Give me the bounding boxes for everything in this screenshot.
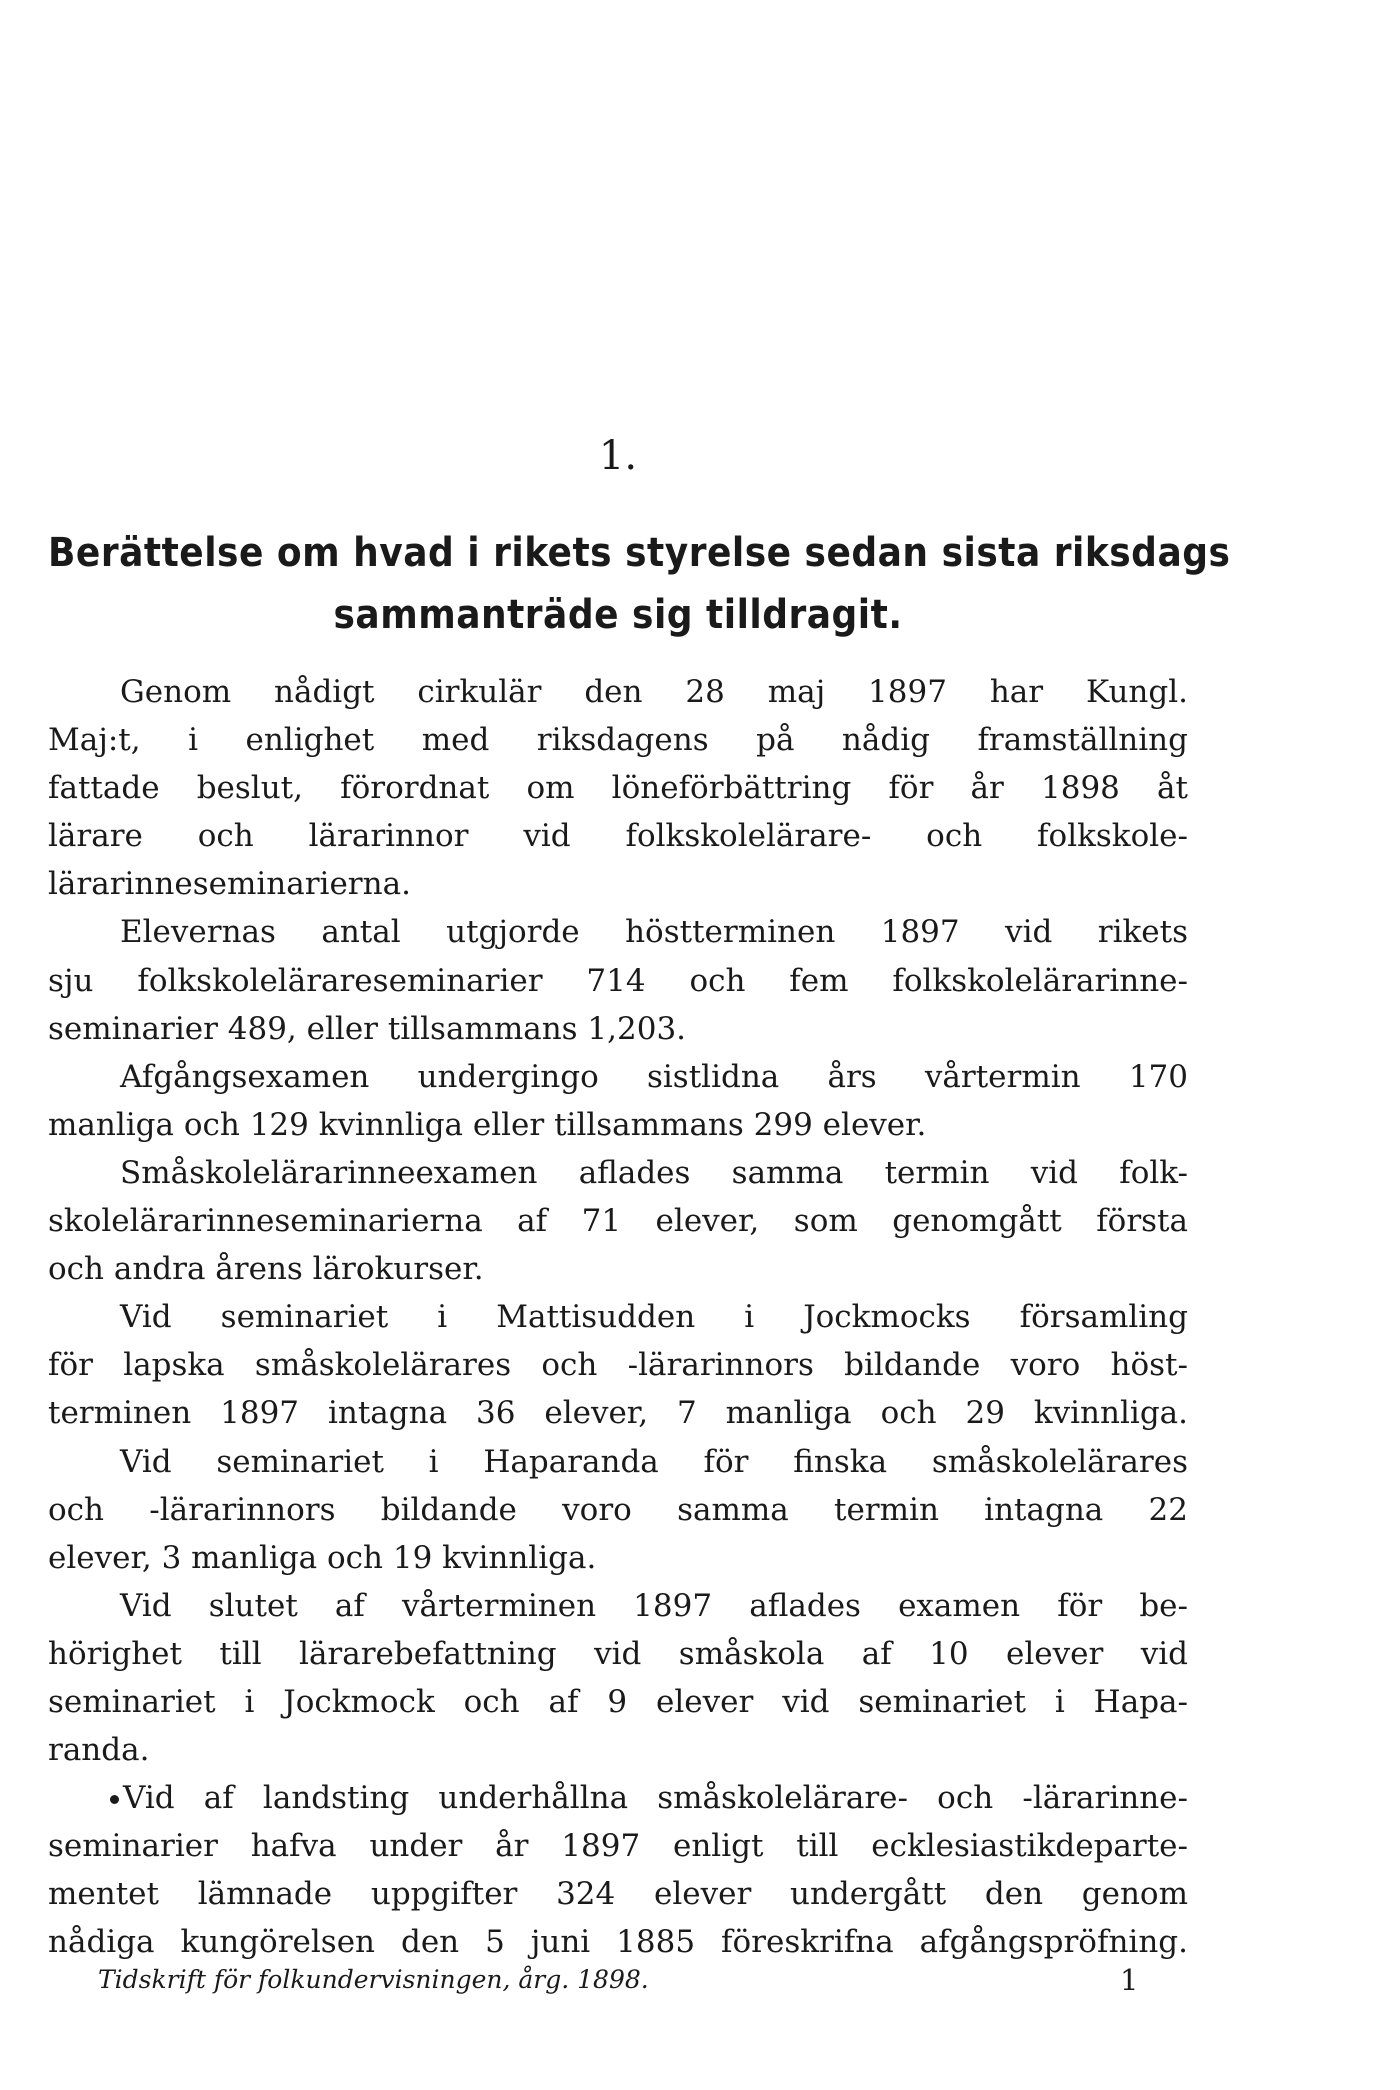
text-line: Genom nådigt cirkulär den 28 maj 1897 har Kungl. [120, 674, 1188, 710]
text-line: nådiga kungörelsen den 5 juni 1885 föreskrifna afgångspröfning. [48, 1924, 1188, 1961]
text-line: Vid af landsting underhållna småskolelärare- och -lärarinne- [123, 1780, 1188, 1817]
text-line: seminarier 489, eller tillsammans 1,203. [48, 1010, 687, 1047]
paragraph-1 [48, 668, 1188, 908]
text-line: Elevernas antal utgjorde höstterminen 1897 vid rikets [120, 914, 1188, 951]
paragraph-8 [48, 1774, 1188, 1966]
text-line: fattade beslut, förordnat om löneförbättring för år 1898 åt [48, 770, 1188, 807]
text-line: skolelärarinneseminarierna af 71 elever, som genomgått första [48, 1203, 1188, 1240]
text-line: och -lärarinnors bildande voro samma termin intagna 22 [48, 1491, 1188, 1528]
text-line: elever, 3 manliga och 19 kvinnliga. [48, 1539, 597, 1576]
page-title [48, 522, 1231, 646]
footer-journal: Tidskrift för folkundervisningen, årg. 1898. [98, 1965, 649, 1994]
text-line: Vid slutet af vårterminen 1897 aflades examen för be- [120, 1587, 1188, 1624]
body-text [48, 668, 1188, 1967]
text-line: lärare och lärarinnor vid folkskolelärare- och folkskole- [48, 818, 1188, 855]
text-line: lärarinneseminarierna. [48, 866, 411, 903]
text-line: randa. [48, 1732, 150, 1769]
text-line: seminarier hafva under år 1897 enligt till ecklesiastikdeparte- [48, 1828, 1188, 1865]
text-line: terminen 1897 intagna 36 elever, 7 manliga och 29 kvinnliga. [48, 1395, 1188, 1432]
text-line: mentet lämnade uppgifter 324 elever undergått den genom [48, 1876, 1188, 1913]
text-line: för lapska småskolelärares och -lärarinnors bildande voro höst- [48, 1347, 1188, 1384]
text-line: och andra årens lärokurser. [48, 1251, 484, 1288]
paragraph-7 [48, 1582, 1188, 1774]
text-line: Vid seminariet i Mattisudden i Jockmocks församling [120, 1299, 1188, 1336]
text-line-with-bullet [48, 1774, 1188, 1822]
text-line: Afgångsexamen undergingo sistlidna års vårtermin 170 [120, 1058, 1188, 1095]
footer-page-number: 1 [1120, 1963, 1139, 1997]
bullet-dot-icon [110, 1795, 119, 1804]
title-line-2: sammanträde sig tilldragit. [333, 592, 903, 638]
title-line-1: Berättelse om hvad i rikets styrelse sedan sista riksdags [48, 530, 1231, 576]
paragraph-5 [48, 1293, 1188, 1437]
paragraph-2 [48, 908, 1188, 1052]
paragraph-6 [48, 1438, 1188, 1582]
text-line: Småskolelärarinneexamen aflades samma termin vid folk- [120, 1154, 1188, 1191]
text-line: Vid seminariet i Haparanda för finska småskolelärares [120, 1443, 1188, 1480]
paragraph-4 [48, 1149, 1188, 1293]
section-number: 1. [598, 433, 638, 479]
text-line: hörighet till lärarebefattning vid småskola af 10 elever vid [48, 1635, 1188, 1672]
text-line: manliga och 129 kvinnliga eller tillsammans 299 elever. [48, 1106, 927, 1143]
text-line: sju folkskolelärareseminarier 714 och fem folkskolelärarinne- [48, 962, 1188, 999]
paragraph-3 [48, 1053, 1188, 1149]
text-line: seminariet i Jockmock och af 9 elever vid seminariet i Hapa- [48, 1683, 1188, 1720]
text-line: Maj:t, i enlighet med riksdagens på nådig framställning [48, 722, 1188, 759]
